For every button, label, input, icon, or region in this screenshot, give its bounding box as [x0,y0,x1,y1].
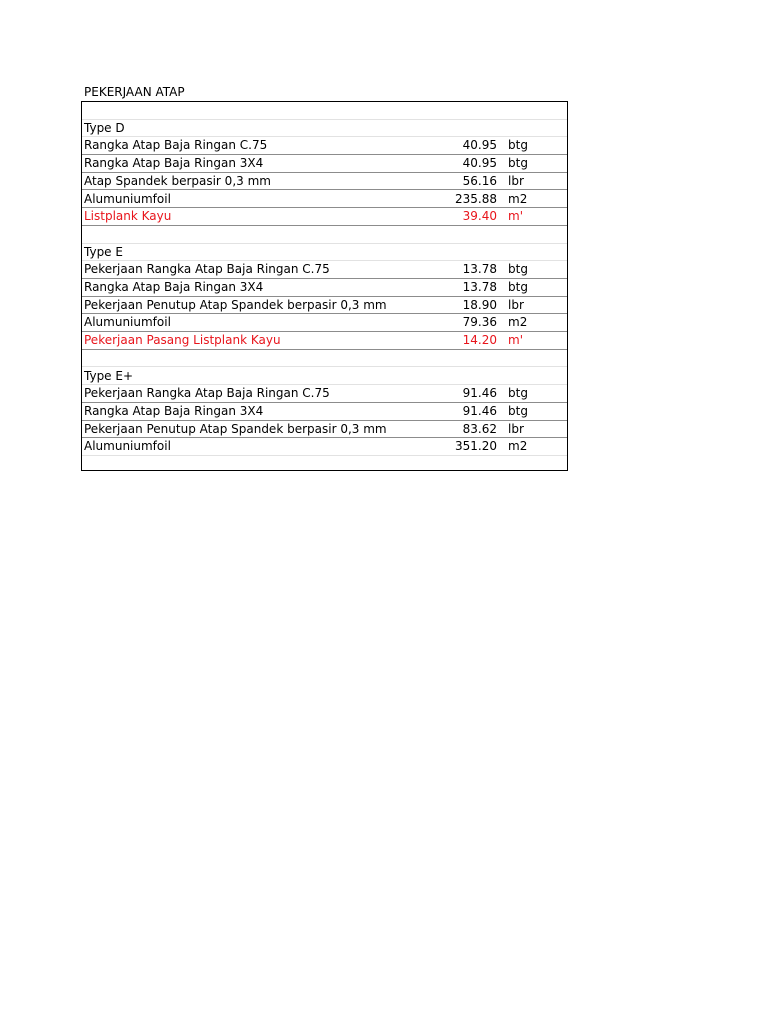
item-row [82,438,567,456]
item-description: Atap Spandek berpasir 0,3 mm [84,173,271,188]
item-row [82,155,567,173]
item-quantity: 40.95 [462,156,497,171]
item-quantity: 40.95 [462,138,497,153]
item-description: Alumuniumfoil [84,191,171,206]
item-unit: m2 [508,191,528,206]
item-description: Pekerjaan Penutup Atap Spandek berpasir 0,3 mm [84,421,387,436]
item-description: Rangka Atap Baja Ringan C.75 [84,138,268,153]
item-row [82,403,567,421]
item-unit: btg [508,403,528,418]
item-unit: m' [508,209,523,224]
type-header-row [82,244,567,262]
item-description: Pekerjaan Pasang Listplank Kayu [84,333,281,348]
item-unit: btg [508,138,528,153]
item-quantity: 18.90 [462,297,497,312]
blank-row [82,102,567,120]
item-row [82,173,567,191]
item-description: Alumuniumfoil [84,439,171,454]
item-unit: lbr [508,173,524,188]
item-quantity: 13.78 [462,262,497,277]
item-unit: lbr [508,421,524,436]
item-description: Rangka Atap Baja Ringan 3X4 [84,403,264,418]
item-description: Pekerjaan Rangka Atap Baja Ringan C.75 [84,262,330,277]
item-row [82,261,567,279]
item-unit: m2 [508,315,528,330]
blank-row [82,226,567,244]
blank-row [82,456,567,474]
item-row [82,191,567,209]
item-row [82,314,567,332]
item-row [82,279,567,297]
sheet-title: PEKERJAAN ATAP [84,85,185,99]
item-unit: m2 [508,439,528,454]
item-description: Listplank Kayu [84,209,172,224]
item-quantity: 235.88 [455,191,497,206]
item-row [82,137,567,155]
item-unit: lbr [508,297,524,312]
item-quantity: 351.20 [455,439,497,454]
item-unit: btg [508,262,528,277]
type-label: Type E [84,244,123,259]
item-unit: btg [508,386,528,401]
item-quantity: 39.40 [462,209,497,224]
item-row [82,208,567,226]
item-unit: m' [508,333,523,348]
type-label: Type D [84,120,125,135]
item-unit: btg [508,280,528,294]
item-description: Rangka Atap Baja Ringan 3X4 [84,156,264,171]
quantity-table [81,101,568,471]
item-description: Alumuniumfoil [84,315,171,330]
item-quantity: 14.20 [462,333,497,348]
blank-row [82,350,567,368]
item-description: Pekerjaan Rangka Atap Baja Ringan C.75 [84,386,330,401]
item-quantity: 91.46 [462,386,497,401]
item-quantity: 56.16 [462,173,497,188]
item-row [82,297,567,315]
type-header-row [82,120,567,138]
item-unit: btg [508,156,528,171]
item-quantity: 79.36 [462,315,497,330]
item-quantity: 91.46 [462,403,497,418]
item-row [82,385,567,403]
item-row [82,421,567,439]
item-quantity: 83.62 [462,421,497,436]
item-description: Rangka Atap Baja Ringan 3X4 [84,280,264,294]
type-label: Type E+ [84,368,134,383]
item-description: Pekerjaan Penutup Atap Spandek berpasir 0,3 mm [84,297,387,312]
item-quantity: 13.78 [462,280,497,294]
item-row [82,332,567,350]
type-header-row [82,368,567,386]
